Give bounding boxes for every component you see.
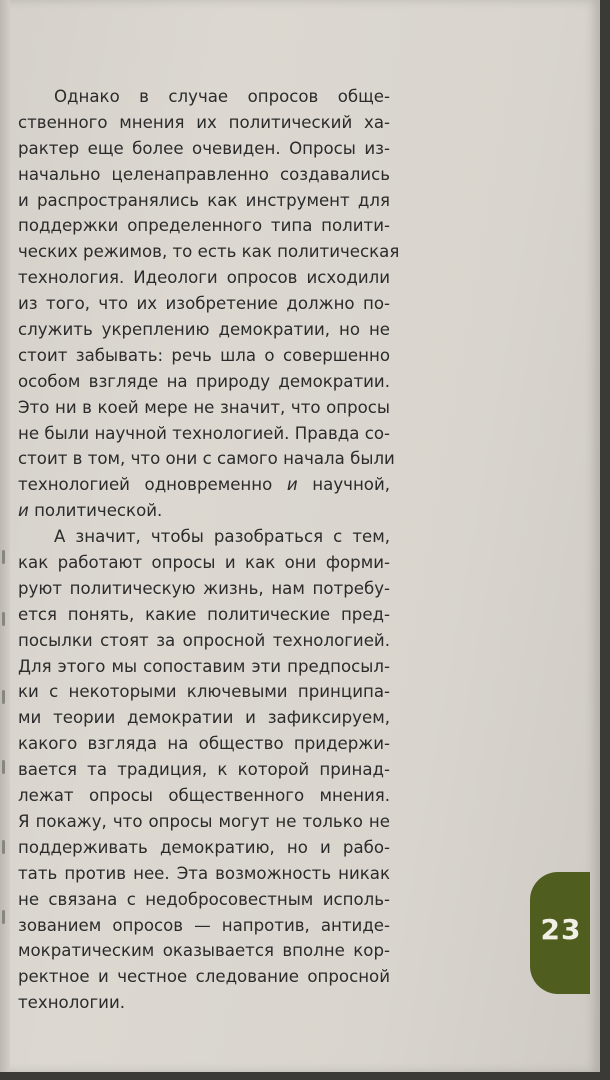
text-line: тать против нее. Эта возможность никак — [18, 863, 390, 883]
text-line: стоит в том, что они с самого начала были — [18, 449, 395, 469]
text-line: не были научной технологией. Правда со- — [18, 423, 390, 443]
text-line: не связана с недобросовестным исполь- — [18, 889, 390, 909]
text-line: какого взгляда на общество придержи- — [18, 734, 390, 754]
text-line: поддерживать демократию, но и рабо- — [18, 837, 390, 857]
text-line: технологии. — [18, 993, 126, 1013]
text-line: и распространялись как инструмент для — [18, 190, 390, 210]
text-line: вается та традиция, к которой принад- — [18, 760, 390, 780]
text-line: как работают опросы и как они форми- — [18, 553, 390, 573]
text-line: ректное и честное следование опросной — [18, 967, 390, 987]
text-line: из того, что их изобретение должно по- — [18, 294, 390, 314]
text-line: зованием опросов — напротив, антиде- — [18, 915, 390, 935]
body-text — [18, 84, 400, 1016]
text-line: служить укреплению демократии, но не — [18, 320, 390, 340]
text-line: Это ни в коей мере не значит, что опросы — [18, 397, 390, 417]
text-line: технология. Идеологи опросов исходили — [18, 268, 390, 288]
text-line: рактер еще более очевиден. Опросы из- — [18, 138, 390, 158]
text-line: ки с некоторыми ключевыми принципа- — [18, 682, 390, 702]
text-line: Я покажу, что опросы могут не только не — [18, 811, 390, 831]
text-line: руют политическую жизнь, нам потребу- — [18, 578, 390, 598]
text-line: начально целенаправленно создавались — [18, 164, 390, 184]
text-line: технологией одновременно и научной, — [18, 475, 390, 495]
text-line: и политической. — [18, 501, 163, 521]
text-line: ется понять, какие политические пред- — [18, 604, 390, 624]
text-line: ственного мнения их политический ха- — [18, 112, 390, 132]
page-number: 23 — [540, 913, 582, 946]
text-line: А значит, чтобы разобраться с тем, — [54, 527, 390, 547]
margin-marks — [2, 540, 12, 960]
text-line: стоит забывать: речь шла о совершенно — [18, 345, 390, 365]
text-line: особом взгляде на природу демократии. — [18, 371, 390, 391]
text-line: мократическим оказывается вполне кор- — [18, 941, 390, 961]
text-line: ческих режимов, то есть как политическая — [18, 242, 400, 262]
text-line: поддержки определенного типа полити- — [18, 216, 390, 236]
text-line: Для этого мы сопоставим эти предпосыл- — [18, 656, 390, 676]
text-line: Однако в случае опросов обще- — [54, 87, 390, 106]
text-line: ми теории демократии и зафиксируем, — [18, 708, 390, 728]
text-line: посылки стоят за опросной технологией. — [18, 630, 390, 650]
text-line: лежат опросы общественного мнения. — [18, 786, 390, 806]
